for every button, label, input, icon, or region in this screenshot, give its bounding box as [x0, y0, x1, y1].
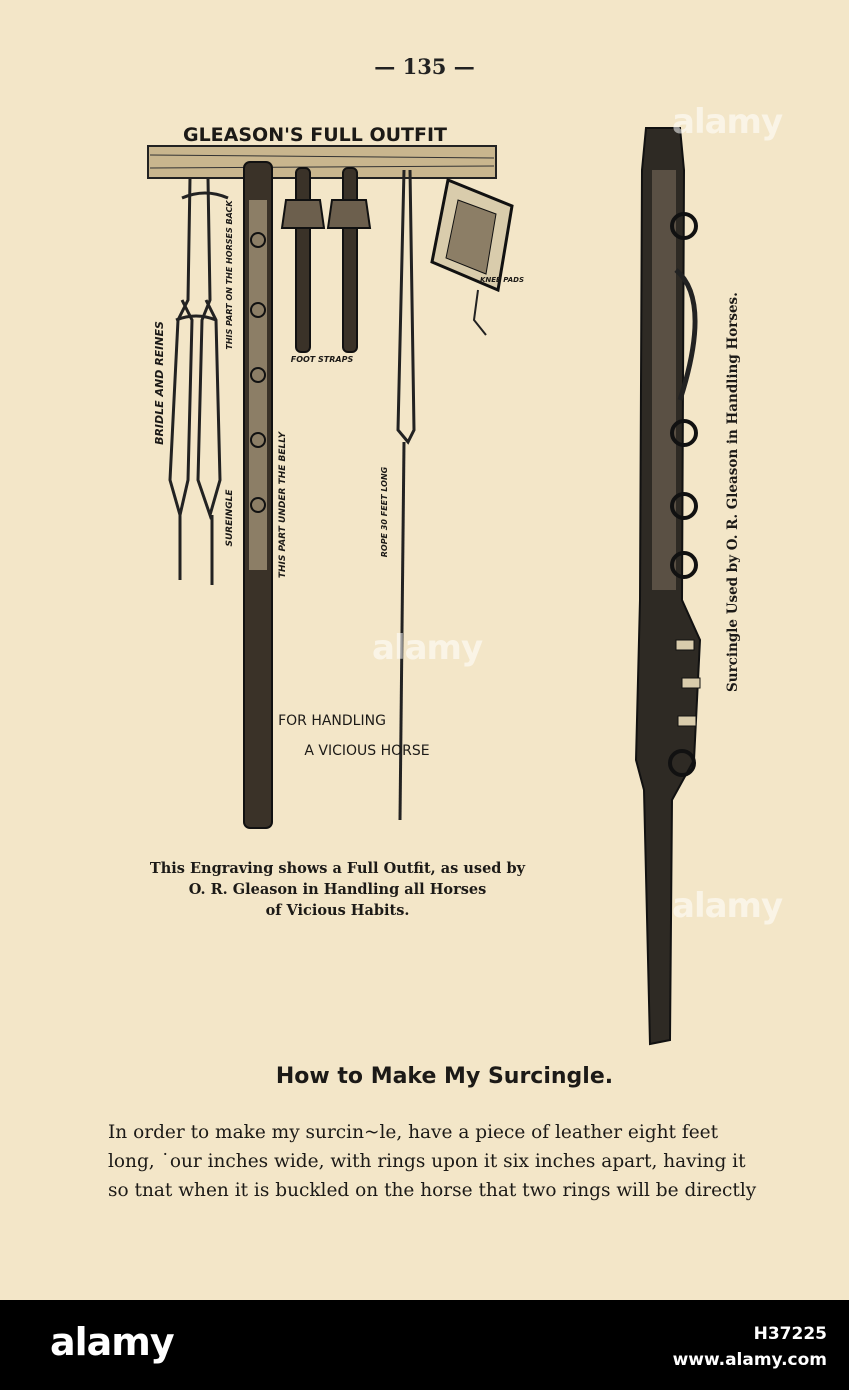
watermark: alamy	[372, 628, 483, 668]
caption-line: This Engraving shows a Full Outfit, as used by	[149, 860, 526, 877]
handling-line-2: A VICIOUS HORSE	[304, 743, 430, 759]
caption-line: O. R. Gleason in Handling all Horses	[188, 881, 487, 898]
sureingle-label: SUREINGLE	[225, 489, 235, 547]
stock-footer	[0, 1300, 849, 1390]
stock-url[interactable]: www.alamy.com	[672, 1350, 827, 1370]
surcingle-caption: Surcingle Used by O. R. Gleason in Handling Horses.	[725, 292, 741, 692]
watermark: alamy	[672, 886, 783, 926]
body-line: so tnat when it is buckled on the horse that two rings will be directly	[108, 1180, 757, 1201]
watermark: alamy	[672, 102, 783, 142]
article-heading: How to Make My Surcingle.	[275, 1064, 614, 1089]
article-body	[108, 1118, 798, 1205]
bridle-label: BRIDLE AND REINES	[153, 321, 166, 445]
alamy-logo: alamy	[50, 1320, 174, 1364]
rope-label: ROPE 30 FEET LONG	[380, 466, 389, 558]
engraving-title: GLEASON'S FULL OUTFIT	[182, 124, 448, 146]
page-number: — 135 —	[374, 54, 475, 79]
caption-line: of Vicious Habits.	[265, 902, 410, 919]
body-line: In order to make my surcin~le, have a piece of leather eight feet	[108, 1122, 719, 1143]
handling-line-1: FOR HANDLING	[278, 713, 386, 729]
belly-part-label: THIS PART UNDER THE BELLY	[278, 431, 288, 579]
body-line: long, ˙our inches wide, with rings upon it six inches apart, having it	[108, 1151, 746, 1172]
foot-straps-label: FOOT STRAPS	[290, 355, 354, 364]
back-part-label: THIS PART ON THE HORSES BACK	[225, 200, 234, 350]
knee-pads-label: KNEE PADS	[479, 276, 525, 284]
image-id: H37225	[753, 1324, 827, 1344]
